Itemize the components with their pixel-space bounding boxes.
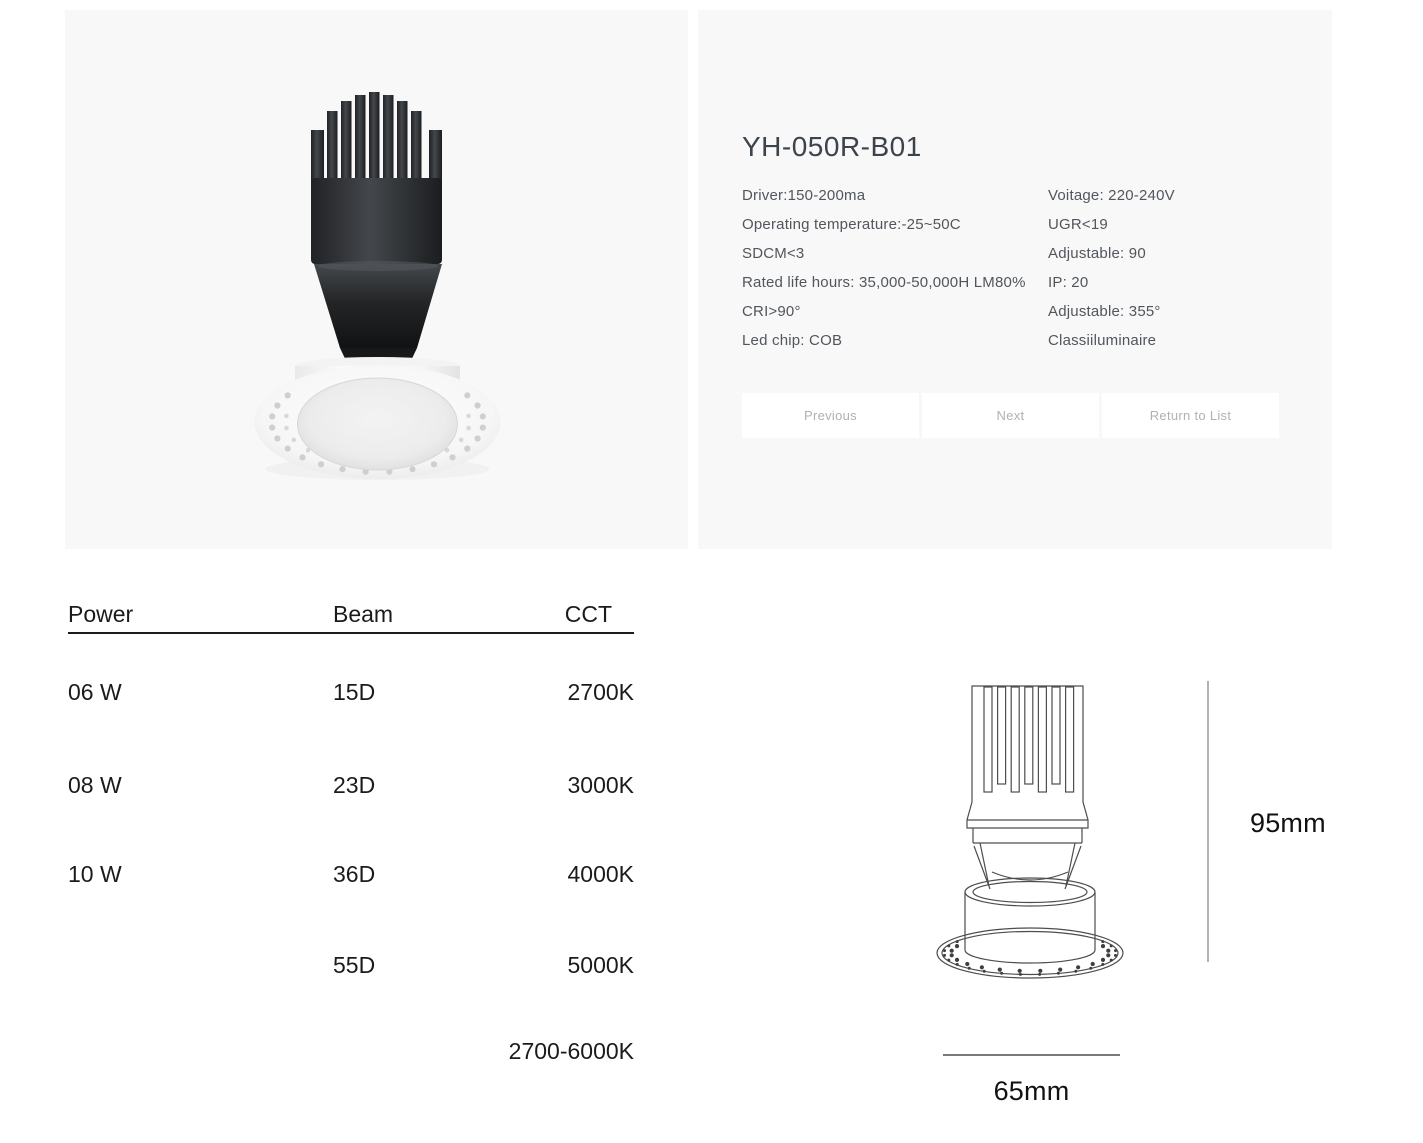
column-header-power: Power bbox=[68, 601, 134, 627]
power-cell: 08 W bbox=[68, 772, 122, 798]
power-cell: 10 W bbox=[68, 861, 122, 887]
spec-ip: IP: 20 bbox=[1048, 274, 1089, 291]
return-to-list-button[interactable]: Return to List bbox=[1102, 393, 1279, 438]
product-photo-panel bbox=[65, 10, 688, 549]
next-button[interactable]: Next bbox=[922, 393, 1099, 438]
spec-cri: CRI>90° bbox=[742, 303, 801, 320]
spec-class: Classiiluminaire bbox=[1048, 332, 1157, 349]
power-cell bbox=[68, 1038, 333, 1065]
cct-cell: 5000K bbox=[567, 952, 634, 978]
cct-cell: 3000K bbox=[567, 772, 634, 798]
header-underline bbox=[68, 632, 634, 634]
height-dimension-label: 95mm bbox=[1250, 808, 1326, 838]
spec-temperature: Operating temperature:-25~50C bbox=[742, 216, 961, 233]
pagination-buttons bbox=[742, 393, 1279, 438]
power-cell: 06 W bbox=[68, 679, 122, 705]
heatsink-fins bbox=[311, 92, 442, 264]
spec-ugr: UGR<19 bbox=[1048, 216, 1108, 233]
spec-driver: Driver:150-200ma bbox=[742, 187, 866, 204]
spec-sdcm: SDCM<3 bbox=[742, 245, 805, 262]
product-photo-image bbox=[65, 10, 688, 549]
spec-column-left bbox=[742, 181, 1048, 355]
table-row bbox=[68, 1038, 634, 1065]
column-header-beam: Beam bbox=[333, 601, 394, 627]
spec-rated-life: Rated life hours: 35,000-50,000H LM80% bbox=[742, 274, 1026, 291]
dimension-drawing bbox=[900, 660, 1423, 1130]
dimension-drawing-area bbox=[900, 660, 1423, 1130]
white-trim bbox=[255, 357, 501, 480]
width-dimension-label: 65mm bbox=[993, 1076, 1070, 1106]
beam-cell: 36D bbox=[333, 861, 376, 887]
lamp-body bbox=[314, 261, 442, 367]
table-row bbox=[68, 679, 634, 706]
spec-column-right bbox=[1048, 181, 1318, 355]
spec-voltage: Voitage: 220-240V bbox=[1048, 187, 1175, 204]
options-table bbox=[68, 601, 634, 1081]
beam-cell: 55D bbox=[333, 952, 376, 978]
cct-cell: 4000K bbox=[567, 861, 634, 887]
product-info-panel bbox=[698, 10, 1332, 549]
table-row bbox=[68, 861, 634, 888]
beam-cell: 15D bbox=[333, 679, 376, 705]
spec-list bbox=[742, 181, 1318, 355]
previous-button[interactable]: Previous bbox=[742, 393, 919, 438]
beam-cell bbox=[333, 1038, 503, 1065]
cct-cell: 2700-6000K bbox=[508, 1038, 634, 1064]
table-row bbox=[68, 952, 634, 979]
product-title: YH-050R-B01 bbox=[742, 131, 922, 162]
spec-adjustable-355: Adjustable: 355° bbox=[1048, 303, 1161, 320]
table-row bbox=[68, 772, 634, 799]
cct-cell: 2700K bbox=[567, 679, 634, 705]
options-table-header bbox=[68, 601, 634, 628]
beam-cell: 23D bbox=[333, 772, 376, 798]
spec-led-chip: Led chip: COB bbox=[742, 332, 843, 349]
column-header-cct: CCT bbox=[564, 601, 612, 627]
spec-adjustable-90: Adjustable: 90 bbox=[1048, 245, 1146, 262]
power-cell bbox=[68, 952, 333, 979]
